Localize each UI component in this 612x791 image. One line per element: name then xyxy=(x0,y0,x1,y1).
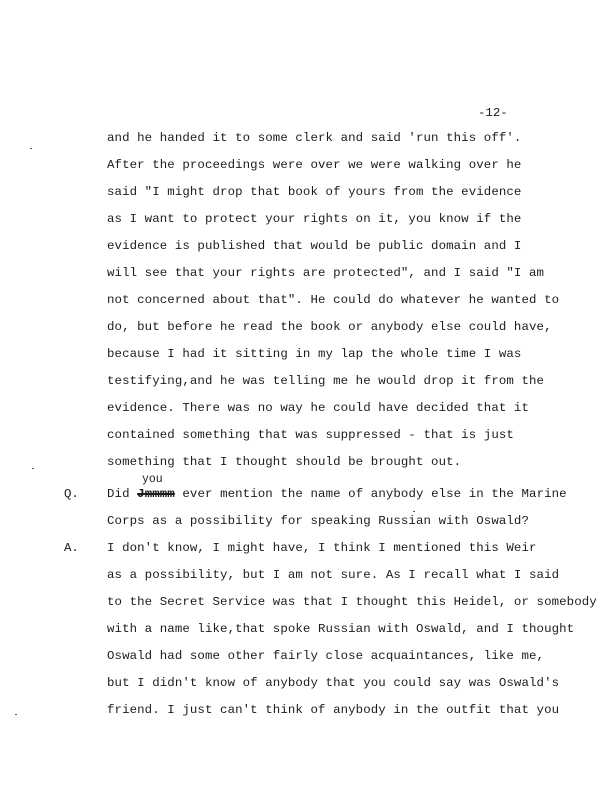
text-line: do, but before he read the book or anybody else could have, xyxy=(107,320,552,334)
question-line xyxy=(107,487,567,501)
text-line: because I had it sitting in my lap the whole time I was xyxy=(107,347,522,361)
struck-word: Jmmmm xyxy=(137,487,175,501)
text-line: something that I thought should be brought out. xyxy=(107,455,462,469)
answer-line: Oswald had some other fairly close acquaintances, like me, xyxy=(107,649,545,663)
text-line: testifying,and he was telling me he would drop it from the xyxy=(107,374,545,388)
text-line: After the proceedings were over we were walking over he xyxy=(107,158,522,172)
answer-line: as a possibility, but I am not sure. As I recall what I said xyxy=(107,568,560,582)
answer-line: with a name like,that spoke Russian with Oswald, and I thought xyxy=(107,622,575,636)
scan-speck xyxy=(413,511,415,512)
text-line: as I want to protect your rights on it, you know if the xyxy=(107,212,522,226)
text-line: evidence. There was no way he could have decided that it xyxy=(107,401,529,415)
page-number: -12- xyxy=(478,106,508,120)
text-line: and he handed it to some clerk and said 'run this off'. xyxy=(107,131,522,145)
text-line: said "I might drop that book of yours from the evidence xyxy=(107,185,522,199)
scan-speck xyxy=(30,148,32,149)
scan-speck xyxy=(32,468,34,469)
handwritten-interlineation: you xyxy=(142,473,163,486)
text-line: contained something that was suppressed - that is just xyxy=(107,428,514,442)
answer-label: A. xyxy=(64,541,79,555)
answer-line: I don't know, I might have, I think I mentioned this Weir xyxy=(107,541,537,555)
answer-line: friend. I just can't think of anybody in the outfit that you xyxy=(107,703,560,717)
question-label: Q. xyxy=(64,487,79,501)
scan-speck xyxy=(15,714,17,715)
question-prefix: Did xyxy=(107,487,130,501)
question-line-2: Corps as a possibility for speaking Russian with Oswald? xyxy=(107,514,529,528)
answer-line: but I didn't know of anybody that you could say was Oswald's xyxy=(107,676,560,690)
text-line: not concerned about that". He could do whatever he wanted to xyxy=(107,293,560,307)
question-suffix: ever mention the name of anybody else in the Marine xyxy=(182,487,567,501)
answer-line: to the Secret Service was that I thought this Heidel, or somebody xyxy=(107,595,597,609)
text-line: will see that your rights are protected", and I said "I am xyxy=(107,266,545,280)
text-line: evidence is published that would be public domain and I xyxy=(107,239,522,253)
